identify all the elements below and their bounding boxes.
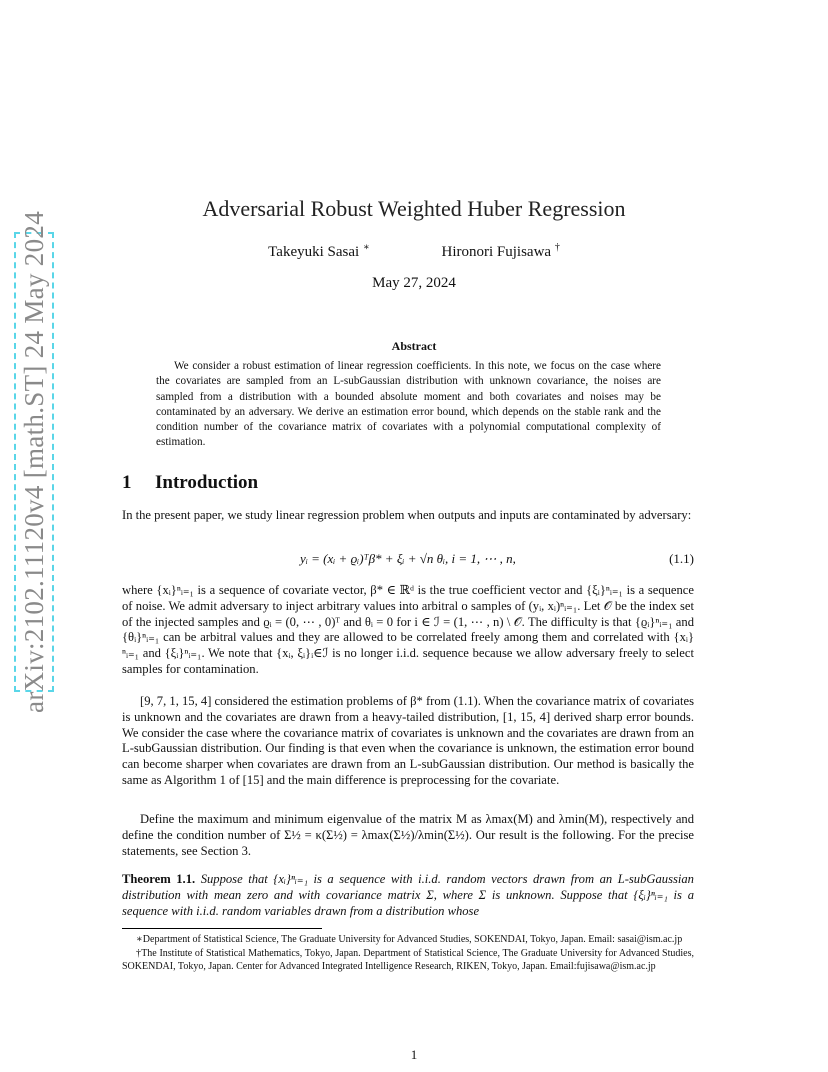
section-number: 1	[122, 472, 132, 493]
theorem-1-1	[122, 872, 694, 919]
page-number: 1	[410, 1047, 418, 1062]
arxiv-stamp	[14, 211, 54, 713]
author-mark: ∗	[362, 242, 370, 253]
paragraph-intro: In the present paper, we study linear regression problem when outputs and inputs are contaminated by adversary:	[122, 508, 692, 522]
paragraph-related-work: [9, 7, 1, 15, 4] considered the estimation problems of β* from (1.1). When the covariance matrix of covariates is unknown and the covariates are drawn from a heavy-tailed distribution, [1, 15, 4] derived sharp error bounds. We consider the case where the covariance matrix of covariates is unknown and the covariates are drawn from an L-subGaussian distribution. Our finding is that even when the covariance is unknown, the estimation error bound can become sharper when covariates are drawn from an L-subGaussian distribution. Our method is basically the same as Algorithm 1 of [15] and the main difference is preprocessing for the covariate.	[122, 694, 694, 787]
paper-date: May 27, 2024	[372, 275, 456, 291]
author-list	[0, 242, 828, 261]
equation-1-1	[122, 551, 694, 571]
equation-body: yᵢ = (xᵢ + ϱᵢ)ᵀβ* + ξᵢ + √n θᵢ, i = 1, ⋯ , n,	[300, 551, 516, 566]
section-title: Introduction	[155, 472, 259, 493]
paragraph-model: where {xᵢ}ⁿᵢ₌₁ is a sequence of covariate vector, β* ∈ ℝᵈ is the true coefficient vector and {ξᵢ}ⁿᵢ₌₁ is a sequence of noise. We admit adversary to inject arbitrary values into arbitral o samples of (yᵢ, xᵢ)ⁿᵢ₌₁. Let 𝒪 be the index set of the injected samples and ϱᵢ = (0, ⋯ , 0)ᵀ and θᵢ = 0 for i ∈ ℐ = (1, ⋯ , n) \ 𝒪. The difficulty is that {ϱᵢ}ⁿᵢ₌₁ and {θᵢ}ⁿᵢ₌₁ can be arbitral values and they are allowed to be correlated freely among them and correlated with {xᵢ}ⁿᵢ₌₁ and {ξᵢ}ⁿᵢ₌₁. We note that {xᵢ, ξᵢ}ᵢ∈ℐ is no longer i.i.d. sequence because we allow adversary freely to select samples for contamination.	[122, 583, 694, 676]
footnote-rule	[122, 928, 322, 929]
abstract-text: We consider a robust estimation of linear regression coefficients. In this note, we focus on the case where the covariates are sampled from an L-subGaussian distribution with unknown covariance, the noises are sampled from a distribution with a bounded absolute moment and both covariates and noises may be contaminated by an adversary. We derive an estimation error bound, which depends on the stable rank and the condition number of the covariance matrix of covariates with a polynomial computational complexity of estimation.	[156, 360, 661, 449]
paper-title: Adversarial Robust Weighted Huber Regression	[202, 196, 626, 221]
author-2	[441, 242, 559, 261]
author-name: Hironori Fujisawa	[441, 244, 552, 260]
author-1	[268, 242, 370, 261]
footnote-1: ∗Department of Statistical Science, The Graduate University for Advanced Studies, SOKENDAI, Tokyo, Japan. Email: sasai@ism.ac.jp	[136, 934, 683, 945]
author-name: Takeyuki Sasai	[268, 244, 360, 260]
paragraph-definitions: Define the maximum and minimum eigenvalue of the matrix M as λmax(M) and λmin(M), respectively and define the condition number of Σ½ = κ(Σ½) = λmax(Σ½)/λmin(Σ½). Our result is the following. For the precise statements, see Section 3.	[122, 812, 694, 858]
author-mark: †	[554, 242, 560, 253]
section-heading	[122, 472, 258, 494]
footnotes	[122, 933, 694, 974]
theorem-text: Suppose that {xᵢ}ⁿᵢ₌₁ is a sequence with i.i.d. random vectors drawn from an L-subGaussian distribution with mean zero and with covariance matrix Σ, where Σ is unknown. Suppose that {ξᵢ}ⁿᵢ₌₁ is a sequence with i.i.d. random variables drawn from a distribution whose	[122, 872, 694, 918]
theorem-label: Theorem 1.1.	[122, 872, 196, 886]
abstract-heading: Abstract	[391, 339, 437, 353]
equation-number: (1.1)	[669, 551, 694, 566]
footnote-2: †The Institute of Statistical Mathematics, Tokyo, Japan. Department of Statistical Science, The Graduate University for Advanced Studies, SOKENDAI, Tokyo, Japan. Center for Advanced Integrated Intelligence Research, RIKEN, Tokyo, Japan. Email:fujisawa@ism.ac.jp	[122, 948, 694, 972]
arxiv-identifier: arXiv:2102.11120v4 [math.ST] 24 May 2024	[18, 211, 49, 713]
